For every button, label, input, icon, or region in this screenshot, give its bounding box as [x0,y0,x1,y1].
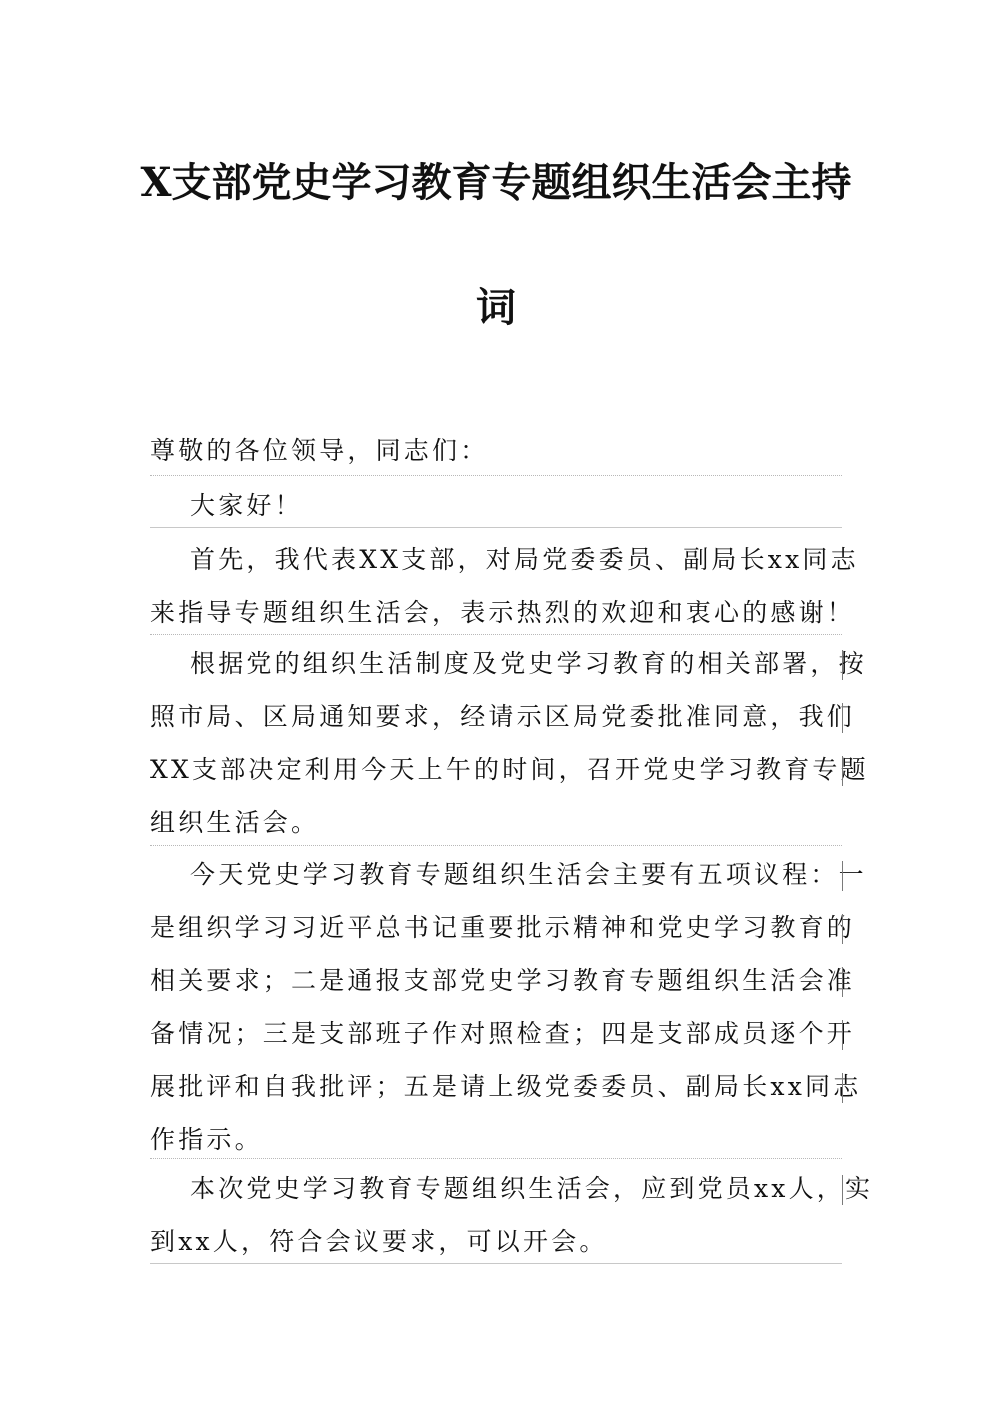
greeting [150,479,840,532]
margin-mark [842,1073,843,1103]
paragraph-line: 照市局、区局通知要求，经请示区局党委批准同意，我们 [150,702,856,731]
margin-mark [842,967,843,997]
paragraph-2 [150,637,869,849]
divider [150,1263,842,1264]
salutation-text: 尊敬的各位领导，同志们： [150,436,489,465]
greeting-text: 大家好！ [190,491,303,520]
margin-mark [842,756,843,786]
margin-mark [842,703,843,733]
paragraph-line: 相关要求；二是通报支部党史学习教育专题组织生活会准 [150,966,856,995]
margin-mark [842,1020,843,1050]
paragraph-line: 到xx人，符合会议要求，可以开会。 [150,1227,608,1256]
margin-mark [842,861,843,891]
margin-mark [842,1175,843,1205]
paragraph-3 [150,848,867,1166]
paragraph-line: 作指示。 [150,1125,263,1154]
paragraph-line: 展批评和自我批评；五是请上级党委委员、副局长xx同志 [150,1072,862,1101]
paragraph-line: 来指导专题组织生活会，表示热烈的欢迎和衷心的感谢！ [150,598,856,627]
paragraph-line: 备情况；三是支部班子作对照检查；四是支部成员逐个开 [150,1019,856,1048]
divider [150,475,842,476]
paragraph-line: 是组织学习习近平总书记重要批示精神和党史学习教育的 [150,913,856,942]
margin-mark [842,914,843,944]
paragraph-line: 本次党史学习教育专题组织生活会，应到党员xx人，实 [190,1174,874,1203]
document-title-line-2: 词 [476,284,516,331]
paragraph-line: XX支部决定利用今天上午的时间，召开党史学习教育专题 [150,755,869,784]
divider [150,1158,842,1159]
salutation [150,424,840,477]
divider [150,527,842,528]
paragraph-1 [150,533,859,639]
paragraph-line: 首先，我代表XX支部，对局党委委员、副局长xx同志 [190,545,859,574]
margin-mark [842,650,843,680]
divider [150,845,842,846]
paragraph-line: 根据党的组织生活制度及党史学习教育的相关部署，按 [190,649,867,678]
paragraph-line: 组织生活会。 [150,808,320,837]
divider [150,634,842,635]
paragraph-line: 今天党史学习教育专题组织生活会主要有五项议程：一 [190,860,867,889]
document-title-line-1: X支部党史学习教育专题组织生活会主持 [140,159,852,206]
paragraph-4 [150,1162,874,1268]
